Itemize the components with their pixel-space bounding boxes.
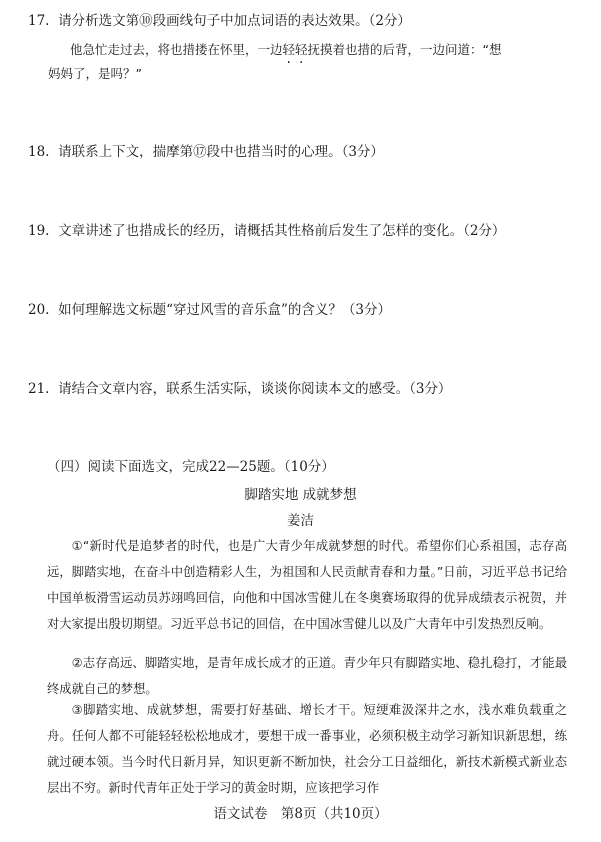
question-20 <box>28 301 391 319</box>
question-text: 文章讲述了也措成长的经历，请概括其性格前后发生了怎样的变化。（2分） <box>58 223 506 239</box>
question-text: 请结合文章内容，联系生活实际，谈谈你阅读本文的感受。（3分） <box>58 381 452 397</box>
dotted-char: 轻 <box>282 42 296 57</box>
quote-text-part2: 抚摸着也措的后背，一边问道：“想 <box>307 42 502 57</box>
question-text: 如何理解选文标题“穿过风雪的音乐盒”的含义？（3分） <box>58 302 391 318</box>
question-text: 请分析选文第⑩段画线句子中加点词语的表达效果。（2分） <box>58 13 411 29</box>
question-number: 19. <box>28 223 50 239</box>
question-18 <box>28 143 384 161</box>
question-number: 17. <box>28 13 50 29</box>
quote-text-line2: 妈妈了，是吗？” <box>48 66 142 81</box>
question-text: 请联系上下文，揣摩第⑰段中也措当时的心理。（3分） <box>58 144 384 160</box>
dotted-char: 轻 <box>295 42 308 57</box>
paragraph-3: ③脚踏实地、成就梦想，需要打好基础、增长才干。短绠难汲深井之水，浅水难负载重之舟。任何人都不可能轻轻松松地成才，要想干成一番事业，必须积极主动学习新知识新思想，练就过硬本领。当今时代日新月异，知识更新不断加快，社会分工日益细化，新技术新模式新业态层出不穷。新时代青年正处于学习的黄金时期，应该把学习作 <box>47 703 567 795</box>
question-17 <box>28 12 411 30</box>
question-19 <box>28 222 505 240</box>
question-21 <box>28 380 451 398</box>
quote-text-part1: 他急忙走过去，将也措搂在怀里，一边 <box>70 42 283 57</box>
question-number: 21. <box>28 381 50 397</box>
paragraph-2: ②志存高远、脚踏实地，是青年成长成才的正道。青少年只有脚踏实地、稳扎稳打，才能最终成就自己的梦想。 <box>47 656 567 696</box>
question-number: 18. <box>28 144 50 160</box>
paragraph-1: ①“新时代是追梦者的时代，也是广大青少年成就梦想的时代。希望你们心系祖国，志存高远，脚踏实地，在奋斗中创造精彩人生，为祖国和人民贡献青春和力量。”日前，习近平总书记给中国单板滑雪运动员苏翊鸣回信，向他和中国冰雪健儿在冬奥赛场取得的优异成绩表示祝贺，并对大家提出殷切期望。习近平总书记的回信，在中国冰雪健儿以及广大青年中引发热烈反响。 <box>47 539 567 631</box>
article-author: 姜洁 <box>287 513 314 529</box>
article-title: 脚踏实地 成就梦想 <box>244 487 357 503</box>
quoted-passage <box>48 38 590 86</box>
section-heading: （四）阅读下面选文，完成22—25题。（10分） <box>47 459 335 475</box>
question-number: 20. <box>28 302 50 318</box>
page-footer: 语文试卷 第8页（共10页） <box>213 806 388 822</box>
